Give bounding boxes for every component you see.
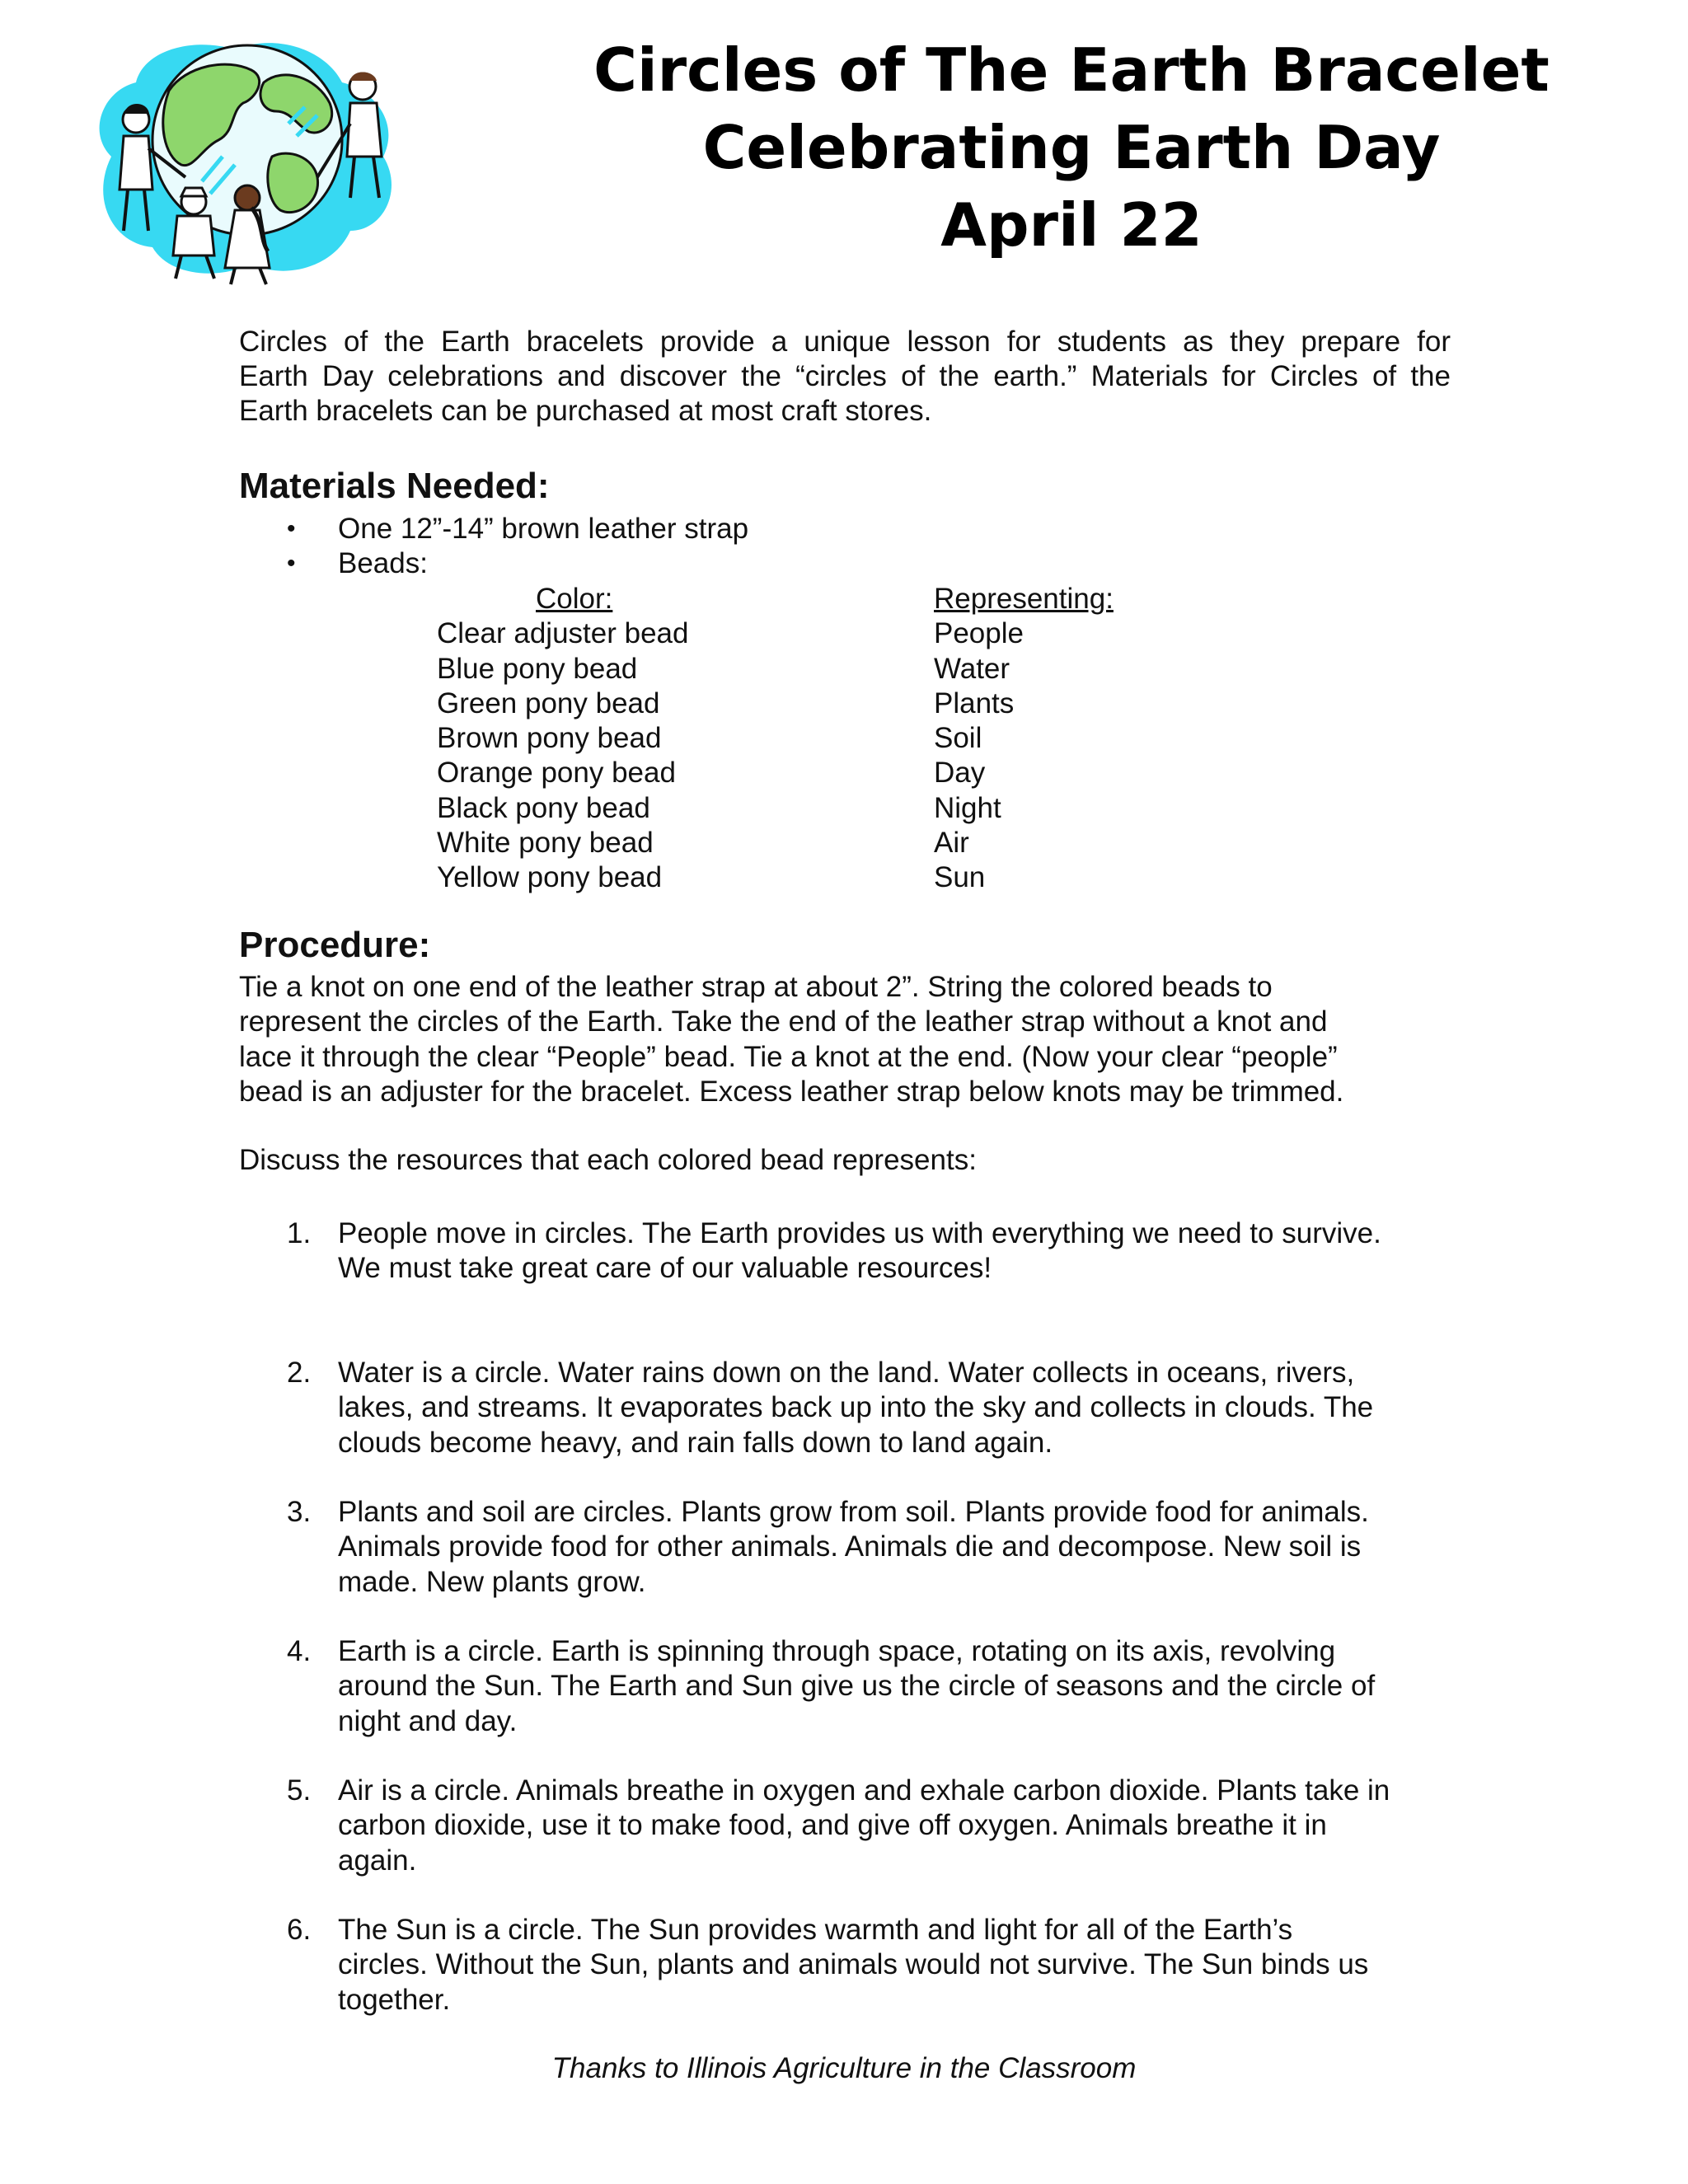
step-line: Air is a circle. Animals breathe in oxygen and exhale carbon dioxide. Plants take in (338, 1774, 1390, 1807)
intro-line: Earth bracelets can be purchased at most craft stores. (239, 395, 932, 427)
step-line: night and day. (338, 1704, 518, 1737)
bead-representing: Plants (934, 687, 1015, 719)
bead-color: Brown pony bead (437, 722, 662, 755)
bead-color: Yellow pony bead (437, 861, 663, 894)
bead-color: Clear adjuster bead (437, 617, 689, 650)
bead-representing: Air (934, 827, 969, 860)
step-line: lakes, and streams. It evaporates back up into the sky and collects in clouds. The (338, 1391, 1374, 1424)
step-text (338, 1634, 1375, 1739)
list-item (239, 1495, 1475, 1634)
bead-color: Black pony bead (437, 791, 650, 824)
bead-representing: Soil (934, 722, 982, 755)
bead-color: Orange pony bead (437, 757, 676, 790)
step-number: 1. (287, 1217, 312, 1249)
bead-representing: Night (934, 791, 1001, 824)
bullet-icon: • (287, 550, 296, 577)
materials-heading: Materials Needed: (239, 466, 550, 506)
representing-column-header: Representing: (934, 583, 1114, 615)
intro-line: Earth Day celebrations and discover the “circles of the earth.” Materials for Circles of the (239, 360, 1451, 392)
bead-color: Blue pony bead (437, 652, 638, 685)
step-number: 5. (287, 1774, 312, 1807)
procedure-line: Tie a knot on one end of the leather strap at about 2”. String the colored beads to (239, 971, 1273, 1003)
step-text (338, 1216, 1381, 1286)
step-line: circles. Without the Sun, plants and animals would not survive. The Sun binds us (338, 1948, 1369, 1981)
earth-children-circle-icon (78, 33, 416, 288)
title-line-2: Celebrating Earth Day (702, 113, 1441, 182)
step-text (338, 1356, 1373, 1460)
bead-color: Green pony bead (437, 687, 660, 719)
credit-footer: Thanks to Illinois Agriculture in the Classroom (551, 2052, 1137, 2084)
list-item (239, 1774, 1475, 1913)
step-line: again. (338, 1844, 417, 1877)
list-item (239, 1634, 1475, 1774)
bead-table (0, 582, 1688, 896)
list-item (239, 1216, 1475, 1356)
title-line-1: Circles of The Earth Bracelet (593, 35, 1550, 105)
discuss-intro: Discuss the resources that each colored bead represents: (239, 1144, 977, 1176)
step-number: 3. (287, 1496, 312, 1528)
bead-representing: Water (934, 652, 1010, 685)
step-number: 4. (287, 1635, 312, 1667)
bead-representing: Sun (934, 861, 986, 894)
list-item-text: Beads: (338, 547, 428, 579)
step-line: We must take great care of our valuable resources! (338, 1252, 992, 1285)
table-row (0, 687, 1688, 721)
procedure-line: bead is an adjuster for the bracelet. Excess leather strap below knots may be trimmed. (239, 1075, 1344, 1108)
procedure-line: lace it through the clear “People” bead. Tie a knot at the end. (Now your clear “people” (239, 1040, 1338, 1073)
step-line: The Sun is a circle. The Sun provides warmth and light for all of the Earth’s (338, 1914, 1293, 1946)
list-item (239, 1356, 1475, 1495)
step-line: Plants and soil are circles. Plants grow from soil. Plants provide food for animals. (338, 1496, 1369, 1528)
list-item-text: One 12”-14” brown leather strap (338, 513, 749, 545)
table-row (0, 791, 1688, 826)
step-text (338, 1495, 1369, 1600)
step-line: together. (338, 1983, 451, 2016)
title-line-3: April 22 (940, 190, 1203, 260)
table-row (0, 860, 1688, 895)
list-item (239, 512, 1393, 546)
step-line: made. New plants grow. (338, 1565, 646, 1598)
step-number: 6. (287, 1914, 312, 1946)
step-text (338, 1774, 1390, 1878)
procedure-paragraph (239, 970, 1459, 1109)
table-row (0, 756, 1688, 790)
steps-list (239, 1216, 1475, 2052)
procedure-heading: Procedure: (239, 925, 431, 965)
step-number: 2. (287, 1357, 312, 1389)
table-row (0, 721, 1688, 756)
step-line: clouds become heavy, and rain falls down to land again. (338, 1426, 1053, 1459)
step-line: Earth is a circle. Earth is spinning through space, rotating on its axis, revolving (338, 1635, 1336, 1667)
table-row (0, 652, 1688, 687)
bead-representing: People (934, 617, 1024, 650)
materials-list (239, 512, 1393, 581)
procedure-line: represent the circles of the Earth. Take the end of the leather strap without a knot and (239, 1005, 1328, 1038)
list-item (239, 1913, 1475, 2052)
table-row (0, 826, 1688, 860)
color-column-header: Color: (536, 583, 613, 615)
bead-color: White pony bead (437, 827, 654, 860)
step-line: Water is a circle. Water rains down on the land. Water collects in oceans, rivers, (338, 1357, 1355, 1389)
bullet-icon: • (287, 515, 296, 542)
page-title (577, 31, 1566, 264)
bead-representing: Day (934, 757, 986, 790)
intro-paragraph (239, 325, 1451, 429)
table-row (0, 616, 1688, 651)
step-line: around the Sun. The Earth and Sun give us the circle of seasons and the circle of (338, 1670, 1376, 1703)
bead-table-header (0, 582, 1688, 616)
intro-line: Circles of the Earth bracelets provide a unique lesson for students as they prepare for (239, 326, 1451, 358)
list-item (239, 546, 1393, 581)
step-text (338, 1913, 1368, 2018)
step-line: carbon dioxide, use it to make food, and give off oxygen. Animals breathe it in (338, 1809, 1327, 1842)
step-line: Animals provide food for other animals. Animals die and decompose. New soil is (338, 1530, 1362, 1563)
step-line: People move in circles. The Earth provides us with everything we need to survive. (338, 1217, 1381, 1249)
